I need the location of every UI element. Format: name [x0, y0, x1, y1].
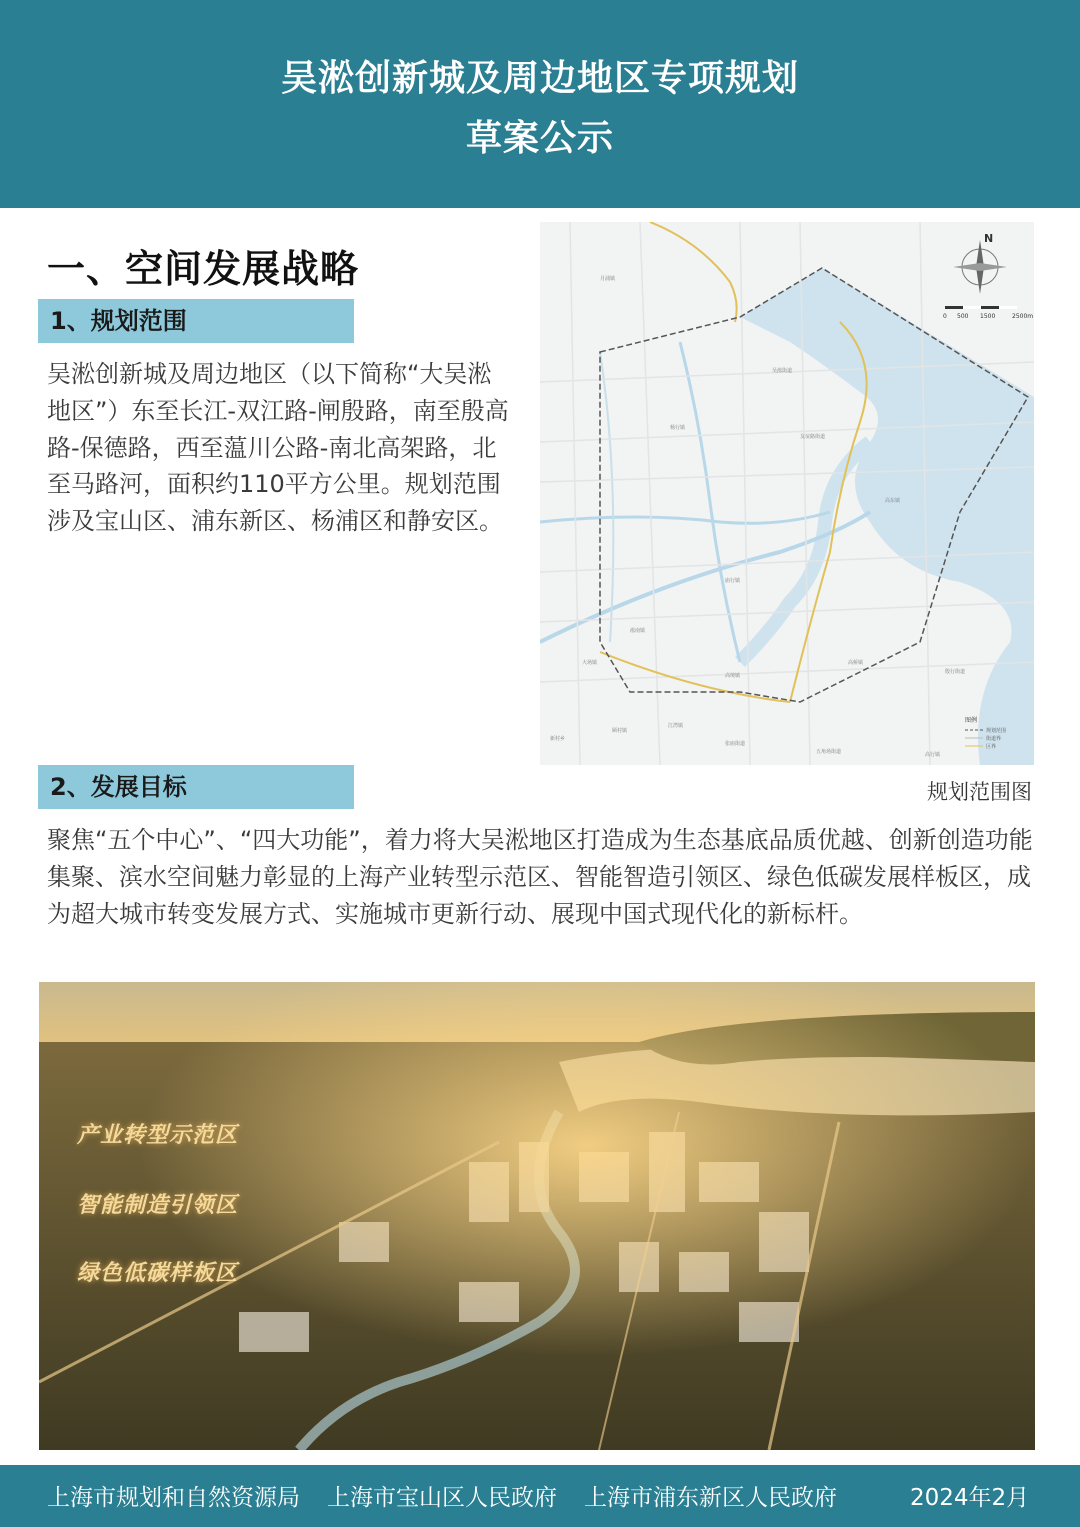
place-label: 殷行街道: [945, 669, 966, 675]
aerial-rendering: [39, 982, 1035, 1450]
rendering-label: 智能制造引领区: [77, 1193, 239, 1218]
subsection-heading-scope: 1、规划范围: [38, 299, 354, 343]
footer-date: 2024年2月: [910, 1485, 1030, 1511]
scale-label: 0: [943, 313, 947, 320]
footer-org-baoshan: 上海市宝山区人民政府: [327, 1485, 557, 1511]
legend-item: 规划范围: [986, 728, 1007, 734]
document-subtitle: 草案公示: [465, 118, 614, 159]
legend-item: 区界: [986, 744, 997, 750]
planning-scope-map: [540, 222, 1034, 765]
estuary-water: [740, 268, 1034, 765]
place-label: 顾村镇: [612, 728, 628, 734]
footer-org-planning-bureau: 上海市规划和自然资源局: [47, 1485, 300, 1511]
place-label: 月浦镇: [600, 276, 616, 282]
legend-title: 图例: [965, 717, 978, 724]
place-label: 五角场街道: [816, 749, 842, 755]
compass-rose: [953, 240, 1007, 294]
place-label: 杨行镇: [670, 425, 686, 431]
place-label: 江湾镇: [668, 723, 684, 729]
compass-north-label: N: [984, 232, 994, 245]
footer-banner: [0, 1465, 1080, 1527]
place-label: 庙行镇: [725, 578, 741, 584]
scale-label: 500: [957, 313, 969, 320]
scale-bar: [945, 306, 1017, 309]
place-label: 友谊路街道: [800, 434, 826, 440]
place-label: 高东镇: [885, 498, 901, 504]
map-caption: 规划范围图: [927, 780, 1032, 804]
place-label: 高行镇: [925, 752, 941, 758]
legend-item: 街道界: [986, 736, 1002, 742]
scale-label: 2500m: [1012, 313, 1034, 320]
section-title: 一、空间发展战略: [47, 247, 360, 291]
place-label: 高桥镇: [848, 660, 864, 666]
header-banner: [0, 0, 1080, 208]
canal: [600, 352, 613, 642]
canal: [540, 512, 830, 523]
map-graphic: [540, 222, 1034, 765]
footer-org-pudong: 上海市浦东新区人民政府: [584, 1485, 837, 1511]
place-label: 新村乡: [550, 736, 566, 742]
rendering-label: 产业转型示范区: [77, 1123, 239, 1148]
subsection-heading-goals: 2、发展目标: [38, 765, 354, 809]
place-label: 吴淞街道: [772, 368, 793, 374]
rendering-label: 绿色低碳样板区: [77, 1261, 239, 1286]
goals-paragraph: 聚焦“五个中心”、“四大功能”，着力将大吴淞地区打造成为生态基底品质优越、创新创造功能集聚、滨水空间魅力彰显的上海产业转型示范区、智能智造引领区、绿色低碳发展样板区，成为超大城市转变发展方式、实施城市更新行动、展现中国式现代化的新标杆。: [47, 826, 1033, 928]
place-label: 淞南镇: [630, 628, 646, 634]
document-title: 吴淞创新城及周边地区专项规划: [280, 58, 799, 99]
place-label: 张庙街道: [725, 741, 746, 747]
scale-label: 1500: [980, 313, 996, 320]
place-label: 大场镇: [582, 660, 598, 666]
scope-paragraph: 吴淞创新城及周边地区（以下简称“大吴淞地区”）东至长江-双江路-闸殷路，南至殷高路-保德路，西至蕰川公路-南北高架路，北至马路河，面积约110平方公里。规划范围涉及宝山区、浦东新区、杨浦区和静安区。: [47, 360, 509, 536]
place-label: 高境镇: [725, 673, 741, 679]
